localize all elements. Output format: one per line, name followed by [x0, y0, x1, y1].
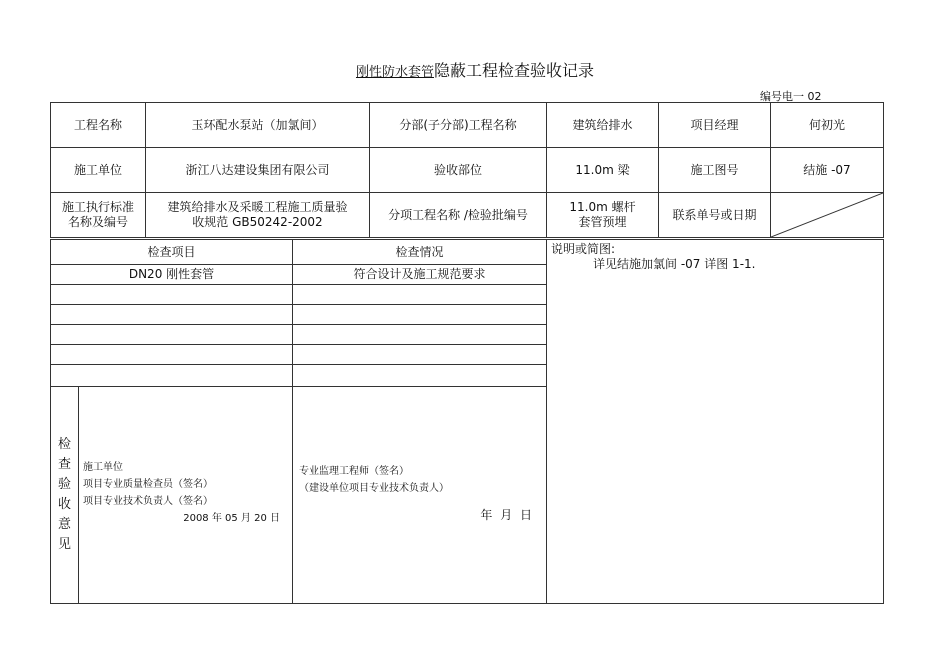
standard-value — [146, 193, 370, 238]
contractor-label: 施工单位 — [51, 148, 146, 193]
supervisor-date: 年 月 日 — [480, 508, 535, 522]
notes-cell — [547, 240, 884, 604]
qc-inspector-signature: 项目专业质量检查员（签名） — [83, 479, 213, 490]
info-row — [51, 193, 884, 238]
contact-label: 联系单号或日期 — [659, 193, 771, 238]
diagonal-line — [771, 193, 883, 237]
item-value-line: 11.0m 螺杆 — [569, 200, 636, 214]
acceptance-label — [51, 387, 79, 604]
inspection-status — [293, 345, 547, 365]
inspection-item — [51, 305, 293, 325]
contact-value-empty — [771, 193, 884, 238]
inspection-item-header: 检查项目 — [51, 240, 293, 265]
contractor-value: 浙江八达建设集团有限公司 — [146, 148, 370, 193]
inspection-item — [51, 285, 293, 305]
standard-label — [51, 193, 146, 238]
inspection-status — [293, 365, 547, 387]
project-name-value: 玉环配水泵站（加氯间） — [146, 103, 370, 148]
project-info-table — [50, 102, 884, 238]
supervisor-signature-cell — [293, 387, 547, 604]
contractor-signature-cell — [79, 387, 293, 604]
standard-value-line: 建筑给排水及采暖工程施工质量验 — [167, 200, 348, 214]
contractor-unit-label: 施工单位 — [83, 462, 123, 473]
inspection-item: DN20 刚性套管 — [51, 265, 293, 285]
inspection-status — [293, 285, 547, 305]
drawing-no-value: 结施 -07 — [771, 148, 884, 193]
acceptance-label-char: 验 — [57, 477, 71, 492]
standard-value-line: 收规范 GB50242-2002 — [192, 215, 323, 229]
manager-value: 何初光 — [771, 103, 884, 148]
notes-label: 说明或简图: — [551, 242, 616, 256]
drawing-no-label: 施工图号 — [659, 148, 771, 193]
tech-lead-signature: 项目专业技术负责人（签名） — [83, 496, 213, 507]
standard-label-line: 施工执行标准 — [61, 200, 134, 214]
inspection-status-header: 检查情况 — [293, 240, 547, 265]
owner-tech-signature: （建设单位项目专业技术负责人） — [299, 483, 450, 494]
sub-project-label: 分部(子分部)工程名称 — [370, 103, 547, 148]
inspection-status — [293, 305, 547, 325]
acceptance-label-char: 检 — [57, 437, 71, 452]
inspection-status: 符合设计及施工规范要求 — [293, 265, 547, 285]
inspection-header-row — [51, 240, 884, 265]
document-number: 编号电一 02 — [760, 90, 822, 103]
standard-label-line: 名称及编号 — [67, 215, 128, 229]
acceptance-label-char: 见 — [57, 537, 71, 552]
supervisor-signature: 专业监理工程师（签名） — [299, 466, 410, 477]
notes-text: 详见结施加氯间 -07 详图 1-1. — [593, 257, 756, 271]
project-name-label: 工程名称 — [51, 103, 146, 148]
inspect-part-label: 验收部位 — [370, 148, 547, 193]
inspection-item — [51, 325, 293, 345]
acceptance-date: 2008 年 05 月 20 日 — [183, 513, 281, 524]
item-label: 分项工程名称 /检验批编号 — [370, 193, 547, 238]
inspect-part-value: 11.0m 梁 — [547, 148, 659, 193]
sub-project-value: 建筑给排水 — [547, 103, 659, 148]
title-subject: 刚性防水套管 — [355, 65, 434, 80]
item-value-line: 套管预埋 — [578, 215, 627, 229]
document-title — [0, 58, 950, 81]
info-row — [51, 103, 884, 148]
inspection-status — [293, 325, 547, 345]
info-row — [51, 148, 884, 193]
acceptance-label-char: 意 — [57, 517, 71, 532]
acceptance-label-char: 查 — [57, 457, 71, 472]
inspection-item — [51, 345, 293, 365]
title-main: 隐蔽工程检查验收记录 — [434, 61, 595, 80]
inspection-table — [50, 239, 884, 604]
inspection-item — [51, 365, 293, 387]
acceptance-label-char: 收 — [57, 497, 71, 512]
manager-label: 项目经理 — [659, 103, 771, 148]
item-value — [547, 193, 659, 238]
